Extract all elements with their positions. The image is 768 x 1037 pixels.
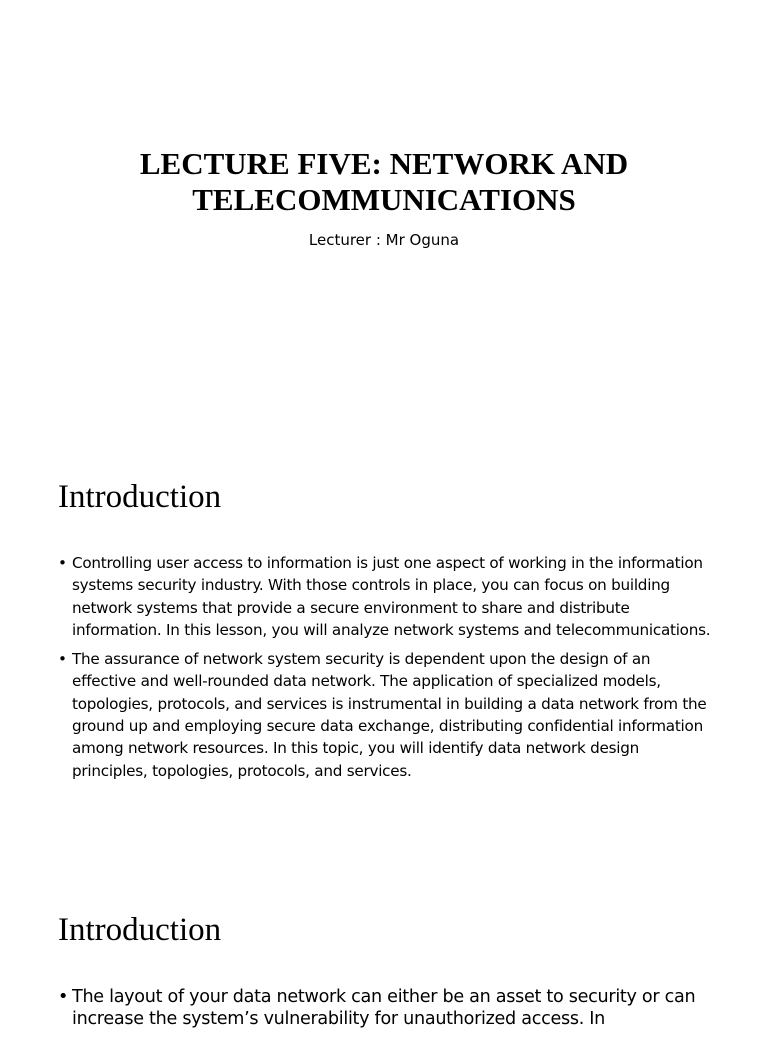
slide-title xyxy=(60,146,708,218)
slide-2-bullet-list xyxy=(58,552,718,789)
bullet-item xyxy=(58,986,718,1030)
bullet-text: Controlling user access to information is just one aspect of working in the information systems security industry. With those controls in place, you can focus on building network systems that provide a secure environment to share and distribute information. In this lesson, you will analyze network systems and telecommunications. xyxy=(72,554,711,639)
bullet-icon: • xyxy=(58,554,67,572)
slide-3-heading: Introduction xyxy=(58,912,222,948)
bullet-item xyxy=(58,648,718,782)
slide-title-line-1: LECTURE FIVE: NETWORK AND xyxy=(139,146,629,181)
slide-3-bullet-list xyxy=(58,986,718,1037)
lecturer-subtitle: Lecturer : Mr Oguna xyxy=(308,231,460,249)
bullet-icon: • xyxy=(58,987,69,1007)
slide-title-line-2: TELECOMMUNICATIONS xyxy=(192,182,576,217)
bullet-item xyxy=(58,552,718,641)
bullet-icon: • xyxy=(58,650,67,669)
bullet-text: The layout of your data network can either be an asset to security or can increase the system’s vulnerability for unauthorized access. In xyxy=(72,987,696,1029)
title-slide xyxy=(0,0,768,430)
slide-2-heading: Introduction xyxy=(58,479,222,515)
bullet-text: The assurance of network system security is dependent upon the design of an effective and well-rounded data network. The application of specialized models, topologies, protocols, and services is instrumental in building a data network from the ground up and employing secure data exchange, distributing confidential information among network resources. In this topic, you will identify data network design principles, topologies, protocols, and services. xyxy=(72,650,707,780)
